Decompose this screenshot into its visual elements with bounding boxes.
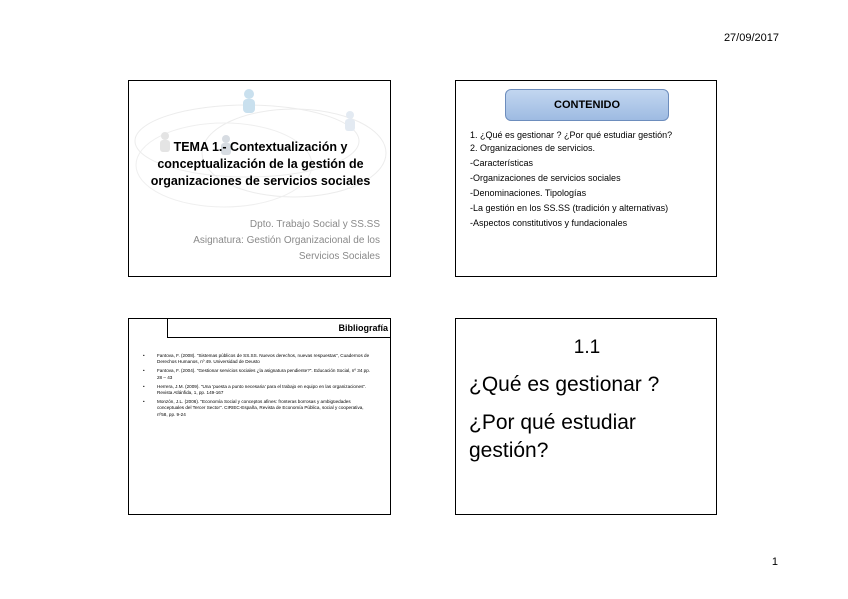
bibliography-entry: • Monzón, J.L. (2006). "Economía Social y conceptos afines: fronteras borrosas y ambigüedades conceptuales del Tercer Sector". CIRIEC-España, Revista de Economía Pública, social y cooperativa, nº58, pp. 9-24 xyxy=(143,398,364,417)
bibliography-heading: Bibliografía xyxy=(167,319,391,338)
contents-heading: CONTENIDO xyxy=(505,89,669,121)
subtitle-line-1: Dpto. Trabajo Social y SS.SS xyxy=(249,219,380,230)
slide-1-title xyxy=(128,80,391,277)
bibliography-entry: • Herrera, J.M. (2009). "Una 'puesta a punto necesaria' para el trabajo en equipo en las organizaciones". Revista Atlánfida, 1, pp. 149-167 xyxy=(143,383,367,396)
page-number: 1 xyxy=(771,556,778,568)
section-question-1: ¿Qué es gestionar ? xyxy=(469,373,660,396)
bullet-icon: • xyxy=(143,383,145,389)
header-date: 27/09/2017 xyxy=(723,32,779,44)
bibliography-entry: • Fantova, F. (2008). "Sistemas públicos de SS.SS. Nuevos derechos, nuevas respuestas", Cuadernos de Derechos Humanos, nº 49. Universidad de Deusto xyxy=(143,353,370,365)
bibliography-entry: • Fantova, F. (2004). "Gestionar servicios sociales ¿la asignatura pendiente?". Educación Social, nº 34 pp. 28 – 43 xyxy=(143,368,371,380)
bullet-icon: • xyxy=(143,398,145,404)
slide-4-section xyxy=(455,318,717,515)
slide-2-contents xyxy=(455,80,717,277)
slide-3-bibliography xyxy=(128,318,391,515)
section-question-2: ¿Por qué estudiar gestión? xyxy=(469,411,636,462)
contents-item: -Aspectos constitutivos y fundacionales xyxy=(470,218,628,228)
contents-item: 1. ¿Qué es gestionar ? ¿Por qué estudiar gestión? xyxy=(470,130,673,140)
contents-list xyxy=(470,130,714,233)
bibliography-list xyxy=(143,353,375,421)
subtitle-line-2: Asignatura: Gestión Organizacional de los xyxy=(193,235,380,246)
contents-item: 2. Organizaciones de servicios. xyxy=(470,143,596,153)
contents-item: -La gestión en los SS.SS (tradición y alternativas) xyxy=(470,203,669,213)
title-line-3: organizaciones de servicios sociales xyxy=(150,174,371,188)
contents-item: -Denominaciones. Tipologías xyxy=(470,188,587,198)
title-line-2: conceptualización de la gestión de xyxy=(157,157,364,171)
contents-item: -Características xyxy=(470,158,534,168)
contents-item: -Organizaciones de servicios sociales xyxy=(470,173,621,183)
bullet-icon: • xyxy=(143,368,145,374)
section-number: 1.1 xyxy=(573,337,601,358)
title-line-1: TEMA 1.- Contextualización y xyxy=(173,140,348,154)
bullet-icon: • xyxy=(143,353,145,358)
slide-1-heading xyxy=(143,139,378,190)
subtitle-line-3: Servicios Sociales xyxy=(298,251,380,262)
slide-1-subtitle xyxy=(160,217,380,265)
